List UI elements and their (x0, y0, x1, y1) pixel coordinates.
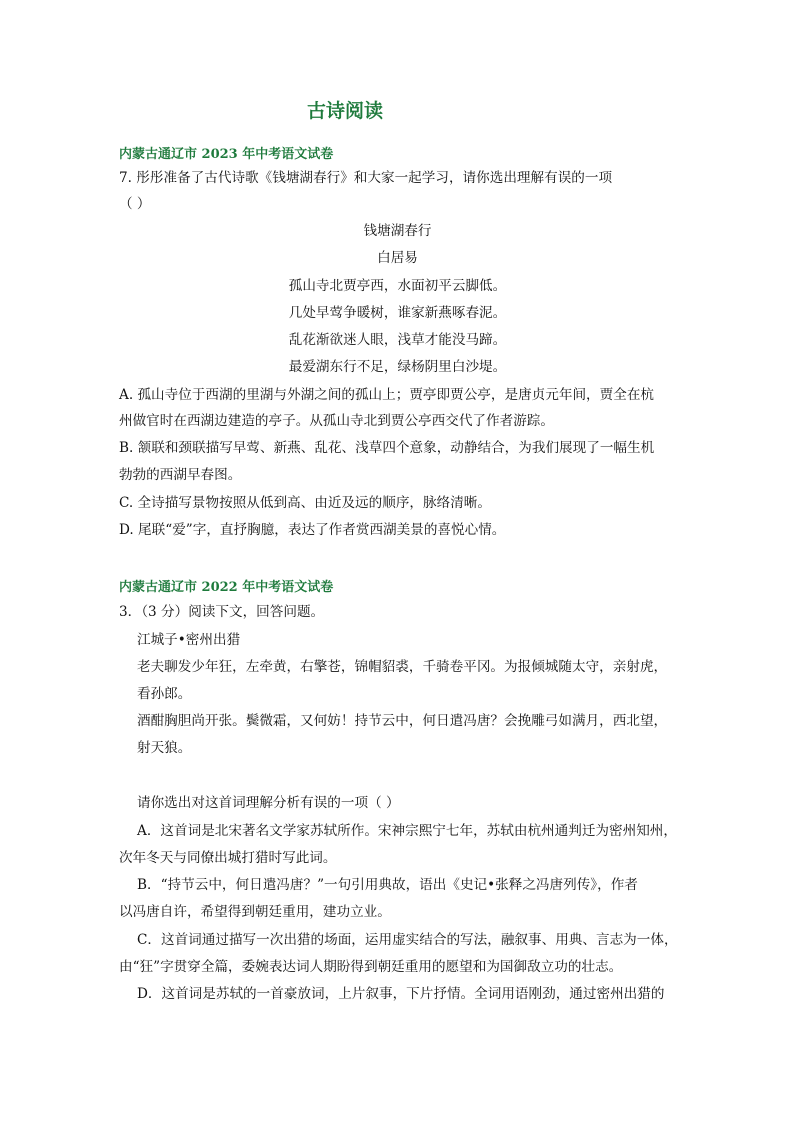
section2-source: 内蒙古通辽市 2022 年中考语文试卷 (119, 580, 334, 595)
section2-option-a: A．这首词是北宋著名文学家苏轼所作。宋神宗熙宁七年，苏轼由杭州通判迁为密州知州， (137, 823, 677, 839)
section2-prompt: 请你选出对这首词理解分析有误的一项（ ） (137, 795, 400, 811)
section2-poem-line: 老夫聊发少年狂，左牵黄，右擎苍，锦帽貂裘，千骑卷平冈。为报倾城随太守，亲射虎， (137, 659, 668, 675)
section1-option-c: C. 全诗描写景物按照从低到高、由近及远的顺序，脉络清晰。 (119, 495, 491, 511)
section1-poem-line: 乱花渐欲迷人眼，浅草才能没马蹄。 (288, 332, 507, 348)
section1-option-d: D. 尾联“爱”字，直抒胸臆，表达了作者赏西湖美景的喜悦心情。 (119, 522, 506, 538)
section1-option-b-cont: 勃勃的西湖早春图。 (119, 467, 242, 483)
section2-option-b: B．“持节云中，何日遣冯唐？”一句引用典故，语出《史记•张释之冯唐列传》，作者 (137, 877, 638, 893)
section1-source: 内蒙古通辽市 2023 年中考语文试卷 (119, 147, 334, 162)
section1-option-a: A. 孤山寺位于西湖的里湖与外湖之间的孤山上；贾亭即贾公亭，是唐贞元年间，贾全在杭 (119, 387, 655, 403)
section2-option-d: D．这首词是苏轼的一首豪放词，上片叙事，下片抒情。全词用语刚劲，通过密州出猎的 (137, 986, 665, 1002)
page-title: 古诗阅读 (306, 100, 383, 122)
section2-question: 3．（3 分）阅读下文，回答问题。 (119, 604, 325, 620)
section1-question: 7. 彤彤准备了古代诗歌《钱塘湖春行》和大家一起学习，请你选出理解有误的一项 (119, 170, 613, 186)
section2-poem-line: 看孙郎。 (137, 686, 192, 702)
section2-option-c: C．这首词通过描写一次出猎的场面，运用虚实结合的写法，融叙事、用典、言志为一体， (137, 932, 678, 948)
section1-poem-title: 钱塘湖春行 (363, 223, 432, 239)
section2-poem-title: 江城子•密州出猎 (137, 632, 241, 648)
section1-poem-line: 最爱湖东行不足，绿杨阴里白沙堤。 (288, 359, 507, 375)
section1-option-a-cont: 州做官时在西湖边建造的亭子。从孤山寺北到贾公亭西交代了作者游踪。 (119, 413, 554, 429)
section1-poem-line: 几处早莺争暖树，谁家新燕啄春泥。 (288, 305, 507, 321)
section2-option-a-cont: 次年冬天与同僚出城打猎时写此词。 (119, 850, 337, 866)
section2-option-b-cont: 以冯唐自许，希望得到朝廷重用，建功立业。 (119, 904, 391, 920)
section1-poem-line: 孤山寺北贾亭西，水面初平云脚低。 (288, 278, 507, 294)
section2-poem-line: 酒酣胸胆尚开张。鬓微霜，又何妨！持节云中，何日遣冯唐？会挽雕弓如满月，西北望， (137, 713, 668, 729)
section1-option-b: B. 颔联和颈联描写早莺、新燕、乱花、浅草四个意象，动静结合，为我们展现了一幅生机 (119, 440, 655, 456)
section1-poem-author: 白居易 (377, 250, 418, 266)
section2-poem-line: 射天狼。 (137, 740, 192, 756)
section2-option-c-cont: 由“狂”字贯穿全篇，委婉表达词人期盼得到朝廷重用的愿望和为国御敌立功的壮志。 (119, 959, 623, 975)
section1-answer-paren: （ ） (119, 196, 151, 212)
